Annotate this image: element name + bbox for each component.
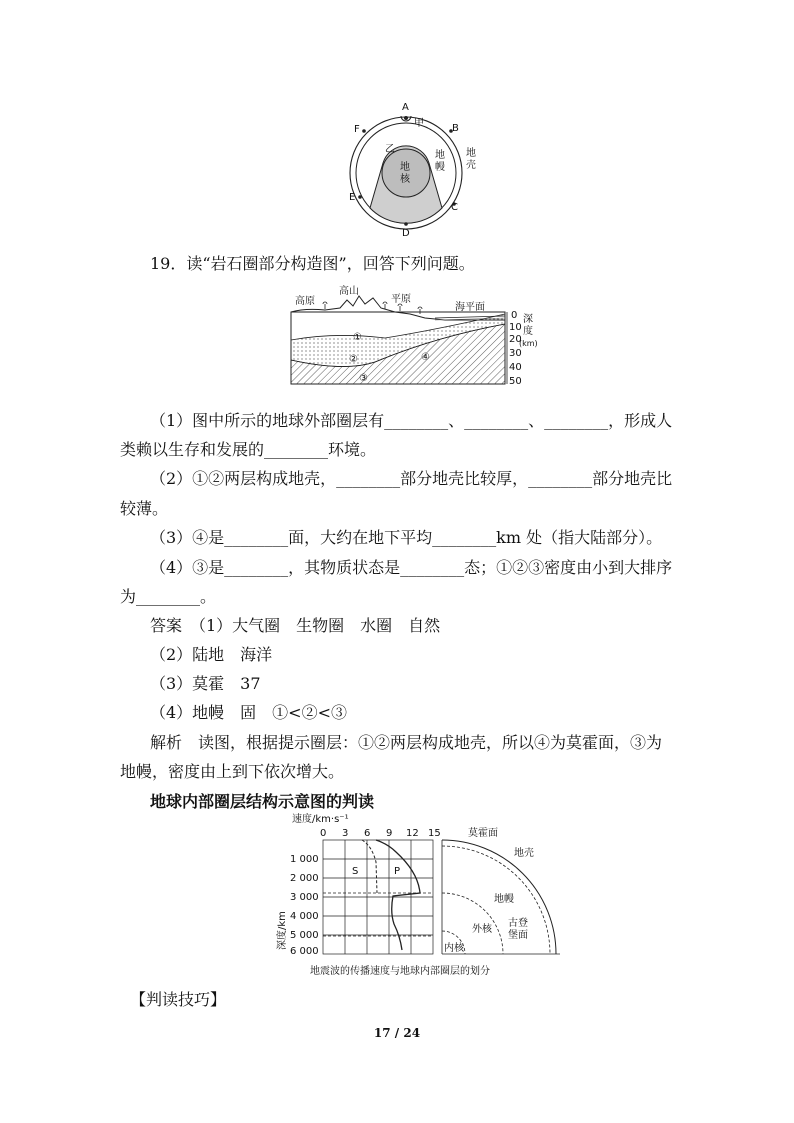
speed-tick-12: 12 <box>406 828 419 839</box>
answer-line-4: （4）地幔 固 ①<②<③ <box>150 703 347 722</box>
label-sea-level: 海平面 <box>455 302 485 313</box>
earth-structure-figure <box>340 98 480 240</box>
speed-tick-9: 9 <box>386 828 393 839</box>
depth-tick-40: 40 <box>509 362 522 373</box>
analysis-line-1: 解析 读图，根据提示圈层：①②两层构成地壳，所以④为莫霍面，③为 <box>150 733 663 752</box>
depth-tick-50: 50 <box>509 376 522 387</box>
depth-tick-3000: 3 000 <box>290 892 319 903</box>
mantle-label-2: 幔 <box>435 162 445 173</box>
answer-line-1: 答案 （1）大气圈 生物圈 水圈 自然 <box>150 616 441 635</box>
moho-label: 莫霍面 <box>468 828 498 839</box>
chart-grid <box>323 840 433 954</box>
q19-line-3: （2）①②两层构成地壳，________部分地壳比较厚，________部分地壳比 <box>150 469 673 488</box>
label-plain: 平原 <box>391 294 411 305</box>
label-e: E <box>349 192 356 203</box>
gutenberg-label-1: 古登 <box>508 918 528 929</box>
section-heading: 地球内部圈层结构示意图的判读 <box>150 792 375 811</box>
answer-line-2: （2）陆地 海洋 <box>150 645 273 664</box>
core-label-1: 地 <box>400 162 410 173</box>
figure-caption: 地震波的传播速度与地球内部圈层的划分 <box>310 966 490 977</box>
point-e-dot <box>358 195 362 199</box>
answer-line-3: （3）莫霍 37 <box>150 674 261 693</box>
point-d-dot <box>404 222 408 226</box>
p-wave-label: P <box>394 866 401 877</box>
depth-tick-5000: 5 000 <box>290 930 319 941</box>
q19-line-1: （1）图中所示的地球外部圈层有________、________、________，形成人 <box>150 411 673 430</box>
core-circle <box>382 149 430 197</box>
tips-heading: 【判读技巧】 <box>130 990 227 1009</box>
label-a: A <box>402 102 409 113</box>
inner-core-label: 内核 <box>444 943 464 954</box>
depth-tick-0: 0 <box>511 310 518 321</box>
label-circled-1: ① <box>353 332 362 343</box>
p-wave-curve <box>376 840 420 950</box>
crust-label-2: 壳 <box>466 160 476 171</box>
speed-tick-15: 15 <box>428 828 441 839</box>
question-19-title: 19．读“岩石圈部分构造图”，回答下列问题。 <box>150 254 475 273</box>
mantle-label-1: 地 <box>435 150 445 161</box>
analysis-line-2: 地幔，密度由上到下依次增大。 <box>120 762 345 781</box>
depth-label-3: (km) <box>519 339 538 348</box>
page-number: 17 / 24 <box>373 1026 421 1040</box>
crust-layer-label: 地壳 <box>514 848 534 859</box>
depth-tick-4000: 4 000 <box>290 911 319 922</box>
label-circled-4: ④ <box>421 352 430 363</box>
point-a-dot <box>404 116 408 120</box>
s-wave-curve <box>362 840 377 893</box>
label-circled-3: ③ <box>359 373 368 384</box>
core-label-2: 核 <box>400 174 410 185</box>
q19-line-6: （4）③是________，其物质状态是________态；①②③密度由小到大排序 <box>150 558 673 577</box>
label-yi: 乙 <box>385 144 395 155</box>
q19-line-4: 较薄。 <box>120 499 169 518</box>
speed-tick-3: 3 <box>342 828 349 839</box>
label-f: F <box>354 124 360 135</box>
speed-tick-6: 6 <box>364 828 371 839</box>
depth-label-2: 度 <box>523 326 533 337</box>
speed-tick-0: 0 <box>320 828 327 839</box>
depth-tick-20: 20 <box>509 334 522 345</box>
depth-axis-label: 深度/km <box>277 911 288 950</box>
label-jia: 甲 <box>414 118 424 129</box>
lithosphere-section-figure <box>285 282 538 390</box>
label-circled-2: ② <box>349 354 358 365</box>
depth-tick-6000: 6 000 <box>290 946 319 957</box>
q19-line-2: 类赖以生存和发展的________环境。 <box>120 440 377 459</box>
q19-line-7: 为________。 <box>120 587 217 606</box>
label-mountain: 高山 <box>339 286 359 297</box>
outer-core-label: 外核 <box>472 924 492 935</box>
point-f-dot <box>362 129 366 133</box>
crust-label-1: 地 <box>466 148 476 159</box>
q19-line-5: （3）④是________面，大约在地下平均________km 处（指大陆部分）。 <box>150 528 663 547</box>
seismic-wave-figure <box>276 812 576 982</box>
mantle-layer-label: 地幔 <box>494 894 514 905</box>
depth-tick-10: 10 <box>509 322 522 333</box>
label-c: C <box>451 202 458 213</box>
label-d: D <box>402 228 410 239</box>
gutenberg-label-2: 堡面 <box>508 930 528 941</box>
depth-tick-2000: 2 000 <box>290 873 319 884</box>
s-wave-label: S <box>352 866 359 877</box>
depth-tick-1000: 1 000 <box>290 854 319 865</box>
label-b: B <box>452 123 459 134</box>
depth-tick-30: 30 <box>509 348 522 359</box>
speed-axis-label: 速度/km·s⁻¹ <box>292 814 349 825</box>
depth-label-1: 深 <box>523 314 533 325</box>
label-plateau: 高原 <box>295 296 315 307</box>
